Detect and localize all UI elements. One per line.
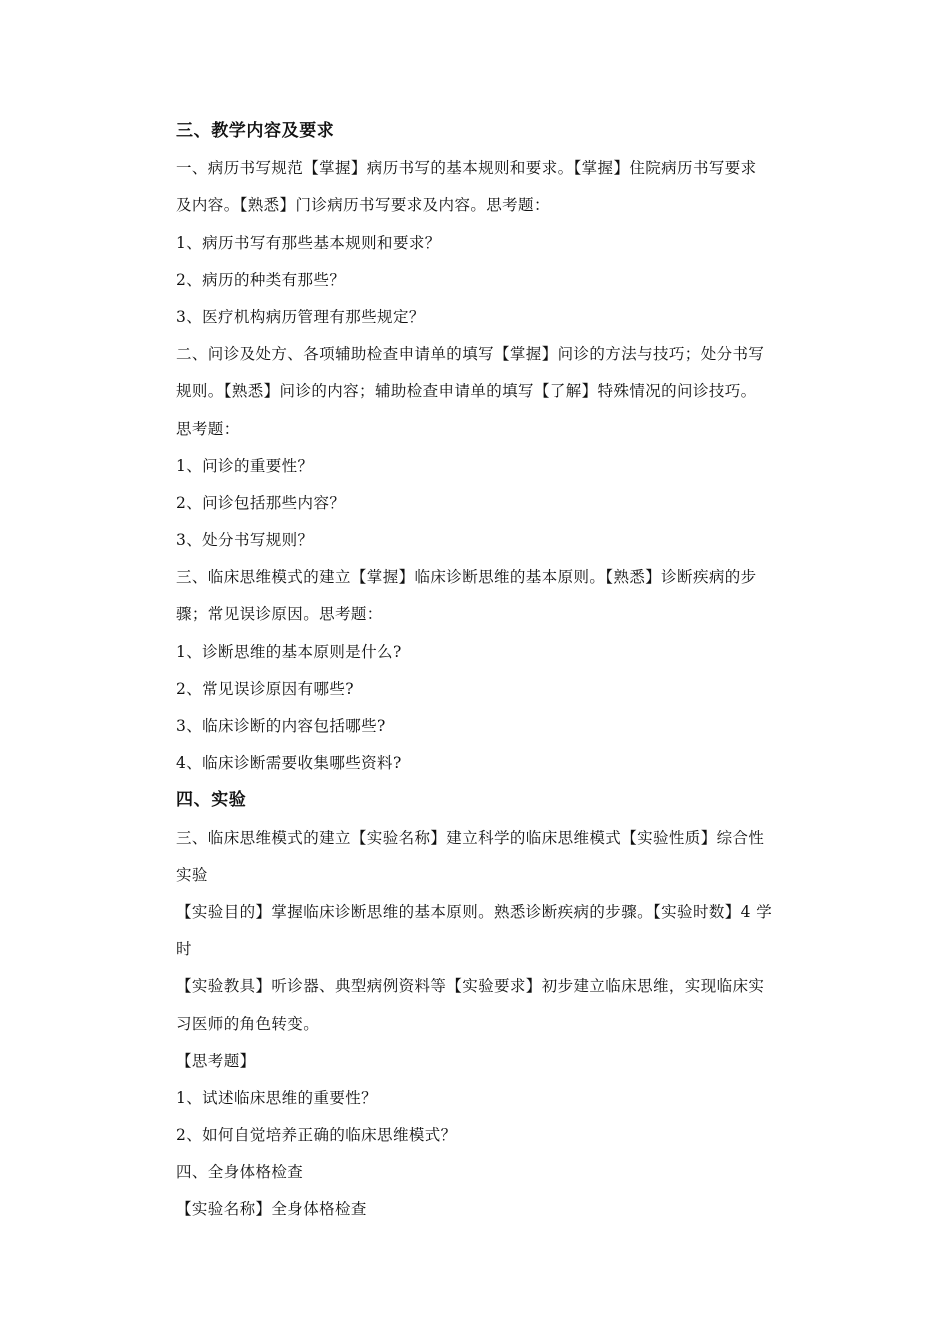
text-line: 骤；常见误诊原因。思考题： (176, 605, 383, 624)
question-item: 3、临床诊断的内容包括哪些? (176, 717, 386, 735)
text-line: 一、病历书写规范【掌握】病历书写的基本规则和要求。【掌握】住院病历书写要求 (176, 159, 757, 178)
question-item: 1、问诊的重要性？ (176, 456, 314, 475)
question-item: 1、诊断思维的基本原则是什么? (176, 642, 402, 661)
question-item: 1、试述临床思维的重要性？ (176, 1088, 378, 1107)
text-line: 时 (176, 940, 192, 959)
section-heading-experiment: 四、实验 (176, 790, 247, 811)
text-line: 四、全身体格检查 (176, 1163, 304, 1182)
question-item: 2、问诊包括那些内容？ (176, 493, 346, 512)
question-item: 2、如何自觉培养正确的临床思维模式？ (176, 1126, 457, 1145)
text-line: 二、问诊及处方、各项辅助检查申请单的填写【掌握】问诊的方法与技巧；处分书写 (176, 345, 765, 364)
text-line: 实验 (176, 865, 208, 884)
text-line: 三、临床思维模式的建立【实验名称】建立科学的临床思维模式【实验性质】综合性 (176, 828, 765, 847)
text-line: 思考题： (176, 419, 240, 438)
question-item: 1、病历书写有那些基本规则和要求？ (176, 233, 441, 252)
text-line: 【实验目的】掌握临床诊断思维的基本原则。熟悉诊断疾病的步骤。【实验时数】4 学 (176, 902, 773, 921)
question-item: 4、临床诊断需要收集哪些资料? (176, 754, 402, 773)
text-line: 【实验名称】全身体格检查 (176, 1200, 367, 1219)
question-item: 2、常见误诊原因有哪些? (176, 679, 354, 698)
question-item: 3、医疗机构病历管理有那些规定？ (176, 307, 425, 326)
section-heading-teaching-content: 三、教学内容及要求 (176, 121, 335, 141)
text-line: 三、临床思维模式的建立【掌握】临床诊断思维的基本原则。【熟悉】诊断疾病的步 (176, 568, 757, 587)
question-item: 3、处分书写规则？ (176, 531, 314, 550)
text-line: 【思考题】 (176, 1051, 256, 1070)
text-line: 及内容。【熟悉】门诊病历书写要求及内容。思考题： (176, 196, 550, 215)
text-line: 【实验教具】听诊器、典型病例资料等【实验要求】初步建立临床思维，实现临床实 (176, 977, 765, 996)
document-body (176, 116, 821, 1232)
question-item: 2、病历的种类有那些？ (176, 270, 346, 289)
text-line: 习医师的角色转变。 (176, 1014, 320, 1033)
text-line: 规则。【熟悉】问诊的内容；辅助检查申请单的填写【了解】特殊情况的问诊技巧。 (176, 382, 757, 401)
